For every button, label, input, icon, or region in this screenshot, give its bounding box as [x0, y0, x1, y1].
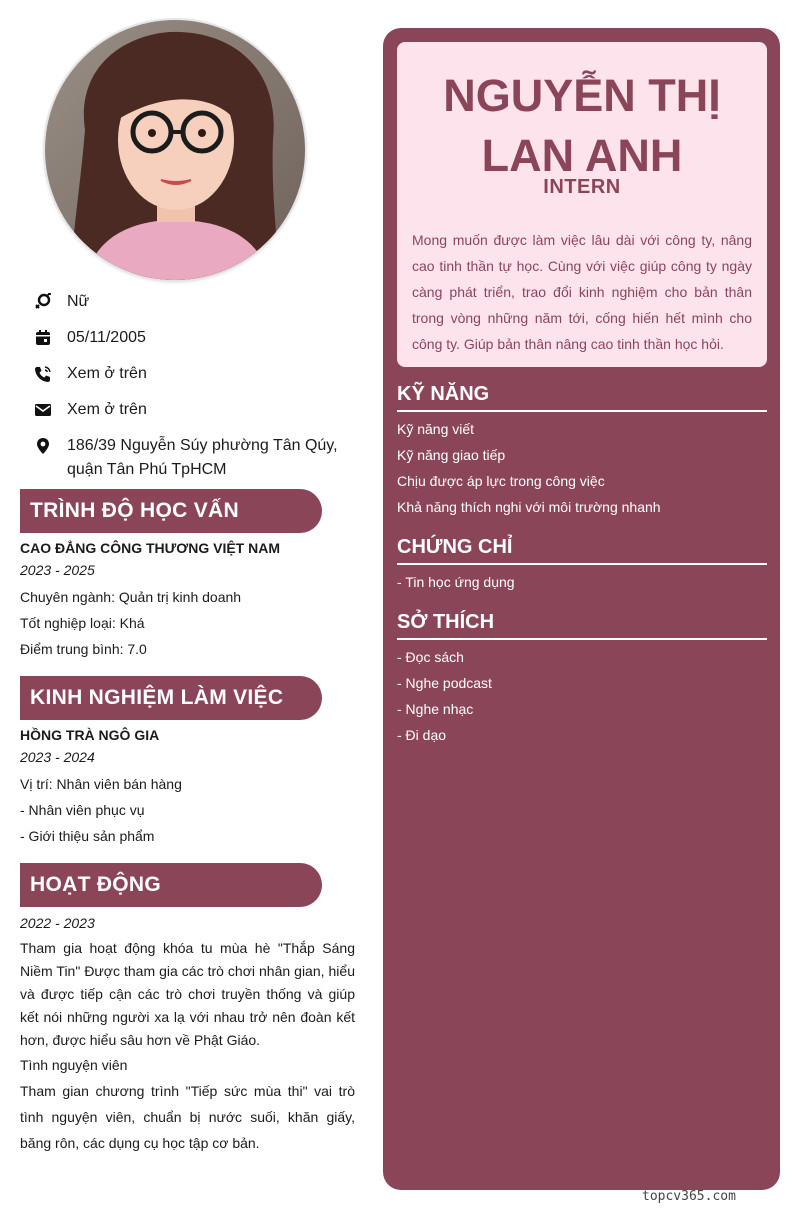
career-objective: Mong muốn được làm việc lâu dài với công ty, nâng cao tinh thần tự học. Cùng với việc giúp công ty ngày càng phát triển, trao đổi kinh nghiệm cho bản thân trong vòng những năm tới, cống hiến hết mình cho công ty. Giúp bản thân nâng cao tinh thần học hỏi. — [412, 232, 752, 352]
education-section — [20, 539, 355, 662]
school-name: CAO ĐẲNG CÔNG THƯƠNG VIỆT NAM — [20, 540, 280, 556]
calendar-icon — [34, 329, 52, 347]
activities-section — [20, 913, 355, 1156]
education-period: 2023 - 2025 — [20, 562, 95, 578]
education-line: Điểm trung bình: 7.0 — [20, 641, 147, 657]
experience-line: Vị trí: Nhân viên bán hàng — [20, 776, 182, 792]
activities-heading: HOẠT ĐỘNG — [20, 863, 322, 907]
certificate-item: - Tin học ứng dụng — [397, 574, 515, 590]
gender-icon — [34, 293, 52, 311]
watermark: topcv365.com — [642, 1189, 736, 1204]
hobby-item: - Đi dạo — [397, 727, 447, 743]
hobby-item: - Đọc sách — [397, 649, 464, 665]
experience-line: - Nhân viên phục vụ — [20, 802, 145, 818]
right-panel — [383, 28, 780, 1190]
experience-line: - Giới thiệu sản phẩm — [20, 828, 155, 844]
birthday-value: 05/11/2005 — [67, 329, 146, 346]
hobby-item: - Nghe nhạc — [397, 701, 474, 717]
skill-item: Kỹ năng giao tiếp — [397, 447, 506, 463]
company-name: HỒNG TRÀ NGÔ GIA — [20, 727, 160, 743]
contact-gender — [34, 290, 354, 314]
skills-list — [397, 416, 767, 520]
address-value: 186/39 Nguyễn Súy phường Tân Qúy, quận Tân Phú TpHCM — [67, 437, 338, 478]
education-line: Tốt nghiệp loại: Khá — [20, 615, 145, 631]
skill-item: Kỹ năng viết — [397, 421, 475, 437]
phone-icon — [34, 365, 52, 383]
contact-list — [34, 290, 354, 494]
skill-item: Khả năng thích nghi với môi trường nhanh — [397, 499, 661, 515]
education-heading: TRÌNH ĐỘ HỌC VẤN — [20, 489, 322, 533]
contact-birthday — [34, 326, 354, 350]
header-card — [397, 42, 767, 367]
hobby-item: - Nghe podcast — [397, 675, 492, 691]
hobbies-list — [397, 644, 767, 748]
location-pin-icon — [34, 437, 52, 455]
gender-value: Nữ — [67, 293, 90, 310]
education-line: Chuyên ngành: Quản trị kinh doanh — [20, 589, 242, 605]
contact-email — [34, 398, 354, 422]
job-title: INTERN — [543, 176, 621, 198]
experience-period: 2023 - 2024 — [20, 749, 95, 765]
phone-value: Xem ở trên — [67, 365, 147, 382]
certificates-list — [397, 569, 767, 595]
activities-description: Tham gia hoạt động khóa tu mùa hè "Thắp Sáng Niềm Tin" Được tham gia các trò chơi nhân gian, hiểu và được tiếp cận các trò chơi truyền thống và giúp kết nói những người xa lạ với nhau trở nên đoàn kết hơn, được hiểu sâu hơn về Phật Giáo. — [20, 940, 355, 1048]
activities-period: 2022 - 2023 — [20, 915, 95, 931]
certificates-heading: CHỨNG CHỈ — [397, 533, 767, 565]
skill-item: Chịu được áp lực trong công việc — [397, 473, 605, 489]
email-value: Xem ở trên — [67, 401, 147, 418]
activities-role: Tình nguyện viên — [20, 1057, 128, 1073]
activities-role-description: Tham gian chương trình "Tiếp sức mùa thi" vai trò tình nguyện viên, chuẩn bị nước suối, khăn giấy, băng rôn, các dụng cụ học tập cơ bản. — [20, 1083, 355, 1151]
hobbies-heading: SỞ THÍCH — [397, 608, 767, 640]
experience-heading: KINH NGHIỆM LÀM VIỆC — [20, 676, 322, 720]
experience-section — [20, 726, 355, 849]
skills-heading: KỸ NĂNG — [397, 380, 767, 412]
envelope-icon — [34, 401, 52, 419]
contact-address — [34, 434, 354, 482]
profile-photo — [45, 20, 305, 280]
contact-phone — [34, 362, 354, 386]
full-name: NGUYỄN THỊ LAN ANH — [443, 70, 721, 181]
